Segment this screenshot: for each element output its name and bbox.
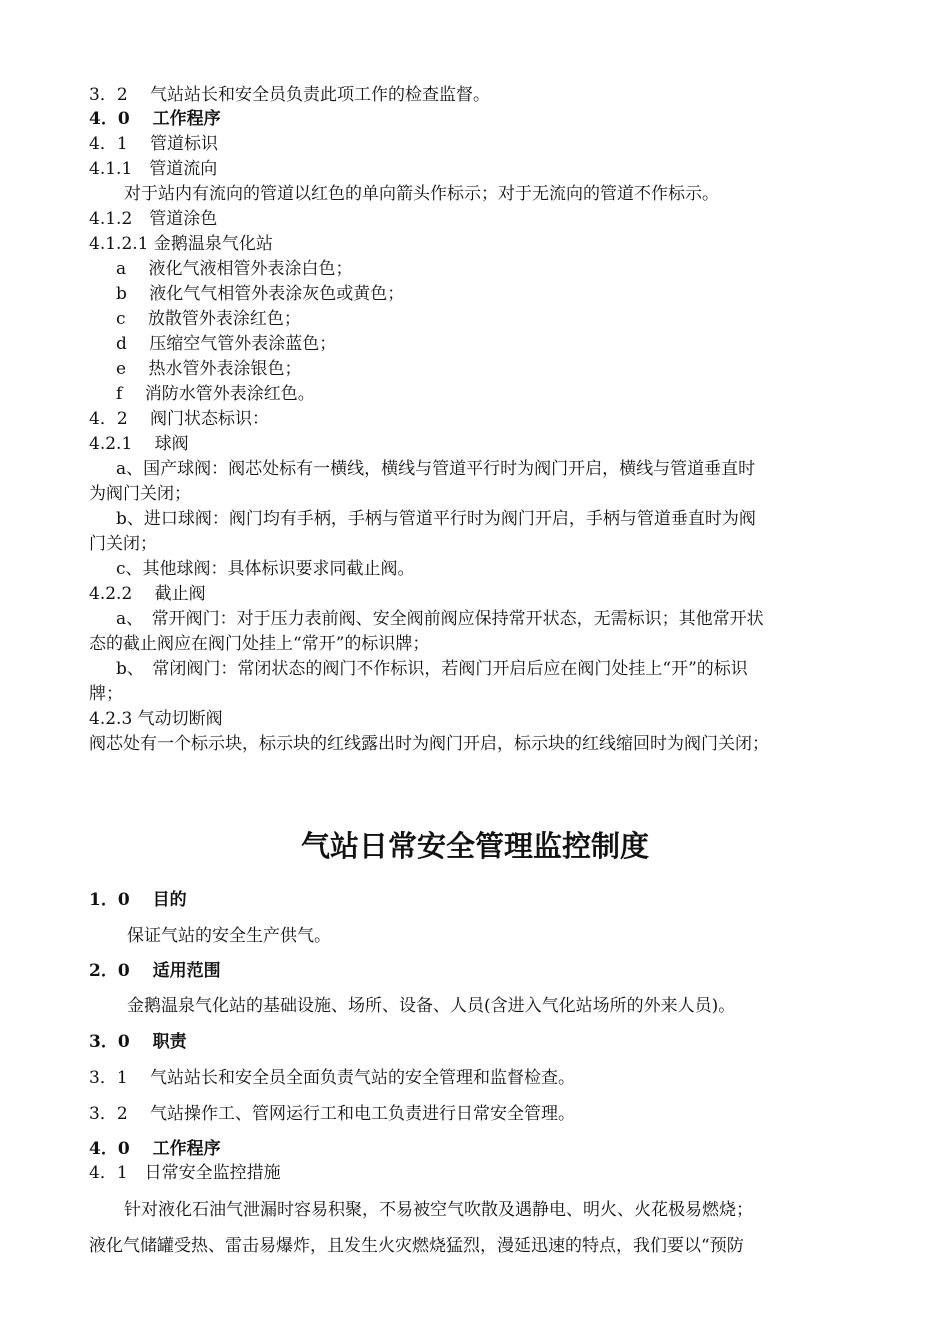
subsection-heading: 4．1 日常安全监控措施 <box>89 1163 281 1183</box>
document-title: 气站日常安全管理监控制度 <box>300 829 649 863</box>
paragraph-line: 门关闭； <box>89 534 157 554</box>
list-item: b 液化气气相管外表涂灰色或黄色； <box>116 284 405 304</box>
paragraph-line: 牌； <box>89 684 123 704</box>
subsection-heading: 4．1 管道标识 <box>89 134 219 154</box>
subsection-heading: 4.2.3 气动切断阀 <box>89 709 223 729</box>
paragraph-line: 为阀门关闭； <box>89 484 191 504</box>
paragraph-line: 态的截止阀应在阀门处挂上“常开”的标识牌； <box>89 634 430 654</box>
paragraph-line: 保证气站的安全生产供气。 <box>127 926 331 946</box>
paragraph-line: 3．2 气站操作工、管网运行工和电工负责进行日常安全管理。 <box>89 1104 576 1124</box>
paragraph-line: 3．1 气站站长和安全员全面负责气站的安全管理和监督检查。 <box>89 1068 576 1088</box>
section-heading: 4．0 工作程序 <box>89 109 221 129</box>
subsection-heading: 4.2.1 球阀 <box>89 434 189 454</box>
text-line: 3．2 气站站长和安全员负责此项工作的检查监督。 <box>89 85 491 105</box>
list-item: c 放散管外表涂红色； <box>116 309 301 329</box>
paragraph-line: 金鹅温泉气化站的基础设施、场所、设备、人员(含进入气化站场所的外来人员)。 <box>127 996 736 1016</box>
paragraph-line: b、进口球阀：阀门均有手柄，手柄与管道平行时为阀门开启，手柄与管道垂直时为阀 <box>116 509 756 529</box>
subsection-heading: 4．2 阀门状态标识： <box>89 409 270 429</box>
paragraph-line: a、 常开阀门：对于压力表前阀、安全阀前阀应保持常开状态，无需标识；其他常开状 <box>116 609 764 629</box>
subsection-heading: 4.1.2 管道涂色 <box>89 209 218 229</box>
paragraph-line: 对于站内有流向的管道以红色的单向箭头作标示；对于无流向的管道不作标示。 <box>124 184 719 204</box>
section-heading: 2．0 适用范围 <box>89 961 221 981</box>
section-heading: 1．0 目的 <box>89 890 187 910</box>
list-item: d 压缩空气管外表涂蓝色； <box>116 334 337 354</box>
paragraph-line: 阀芯处有一个标示块，标示块的红线露出时为阀门开启，标示块的红线缩回时为阀门关闭； <box>89 734 769 754</box>
paragraph-line: 液化气储罐受热、雷击易爆炸，且发生火灾燃烧猛烈，漫延迅速的特点，我们要以“预防 <box>89 1236 744 1256</box>
paragraph-line: a、国产球阀：阀芯处标有一横线，横线与管道平行时为阀门开启，横线与管道垂直时 <box>116 459 756 479</box>
list-item: f 消防水管外表涂红色。 <box>116 384 315 404</box>
paragraph-line: 针对液化石油气泄漏时容易积聚，不易被空气吹散及遇静电、明火、火花极易燃烧； <box>124 1200 753 1220</box>
section-heading: 3．0 职责 <box>89 1032 187 1052</box>
subsection-heading: 4.1.1 管道流向 <box>89 159 218 179</box>
paragraph-line: b、 常闭阀门：常闭状态的阀门不作标识，若阀门开启后应在阀门处挂上“开”的标识 <box>116 659 748 679</box>
list-item: e 热水管外表涂银色； <box>116 359 302 379</box>
section-heading: 4．0 工作程序 <box>89 1139 221 1159</box>
subsection-heading: 4.1.2.1 金鹅温泉气化站 <box>89 234 273 254</box>
list-item: a 液化气液相管外表涂白色； <box>116 259 353 279</box>
paragraph-line: c、其他球阀：具体标识要求同截止阀。 <box>116 559 415 579</box>
subsection-heading: 4.2.2 截止阀 <box>89 584 206 604</box>
